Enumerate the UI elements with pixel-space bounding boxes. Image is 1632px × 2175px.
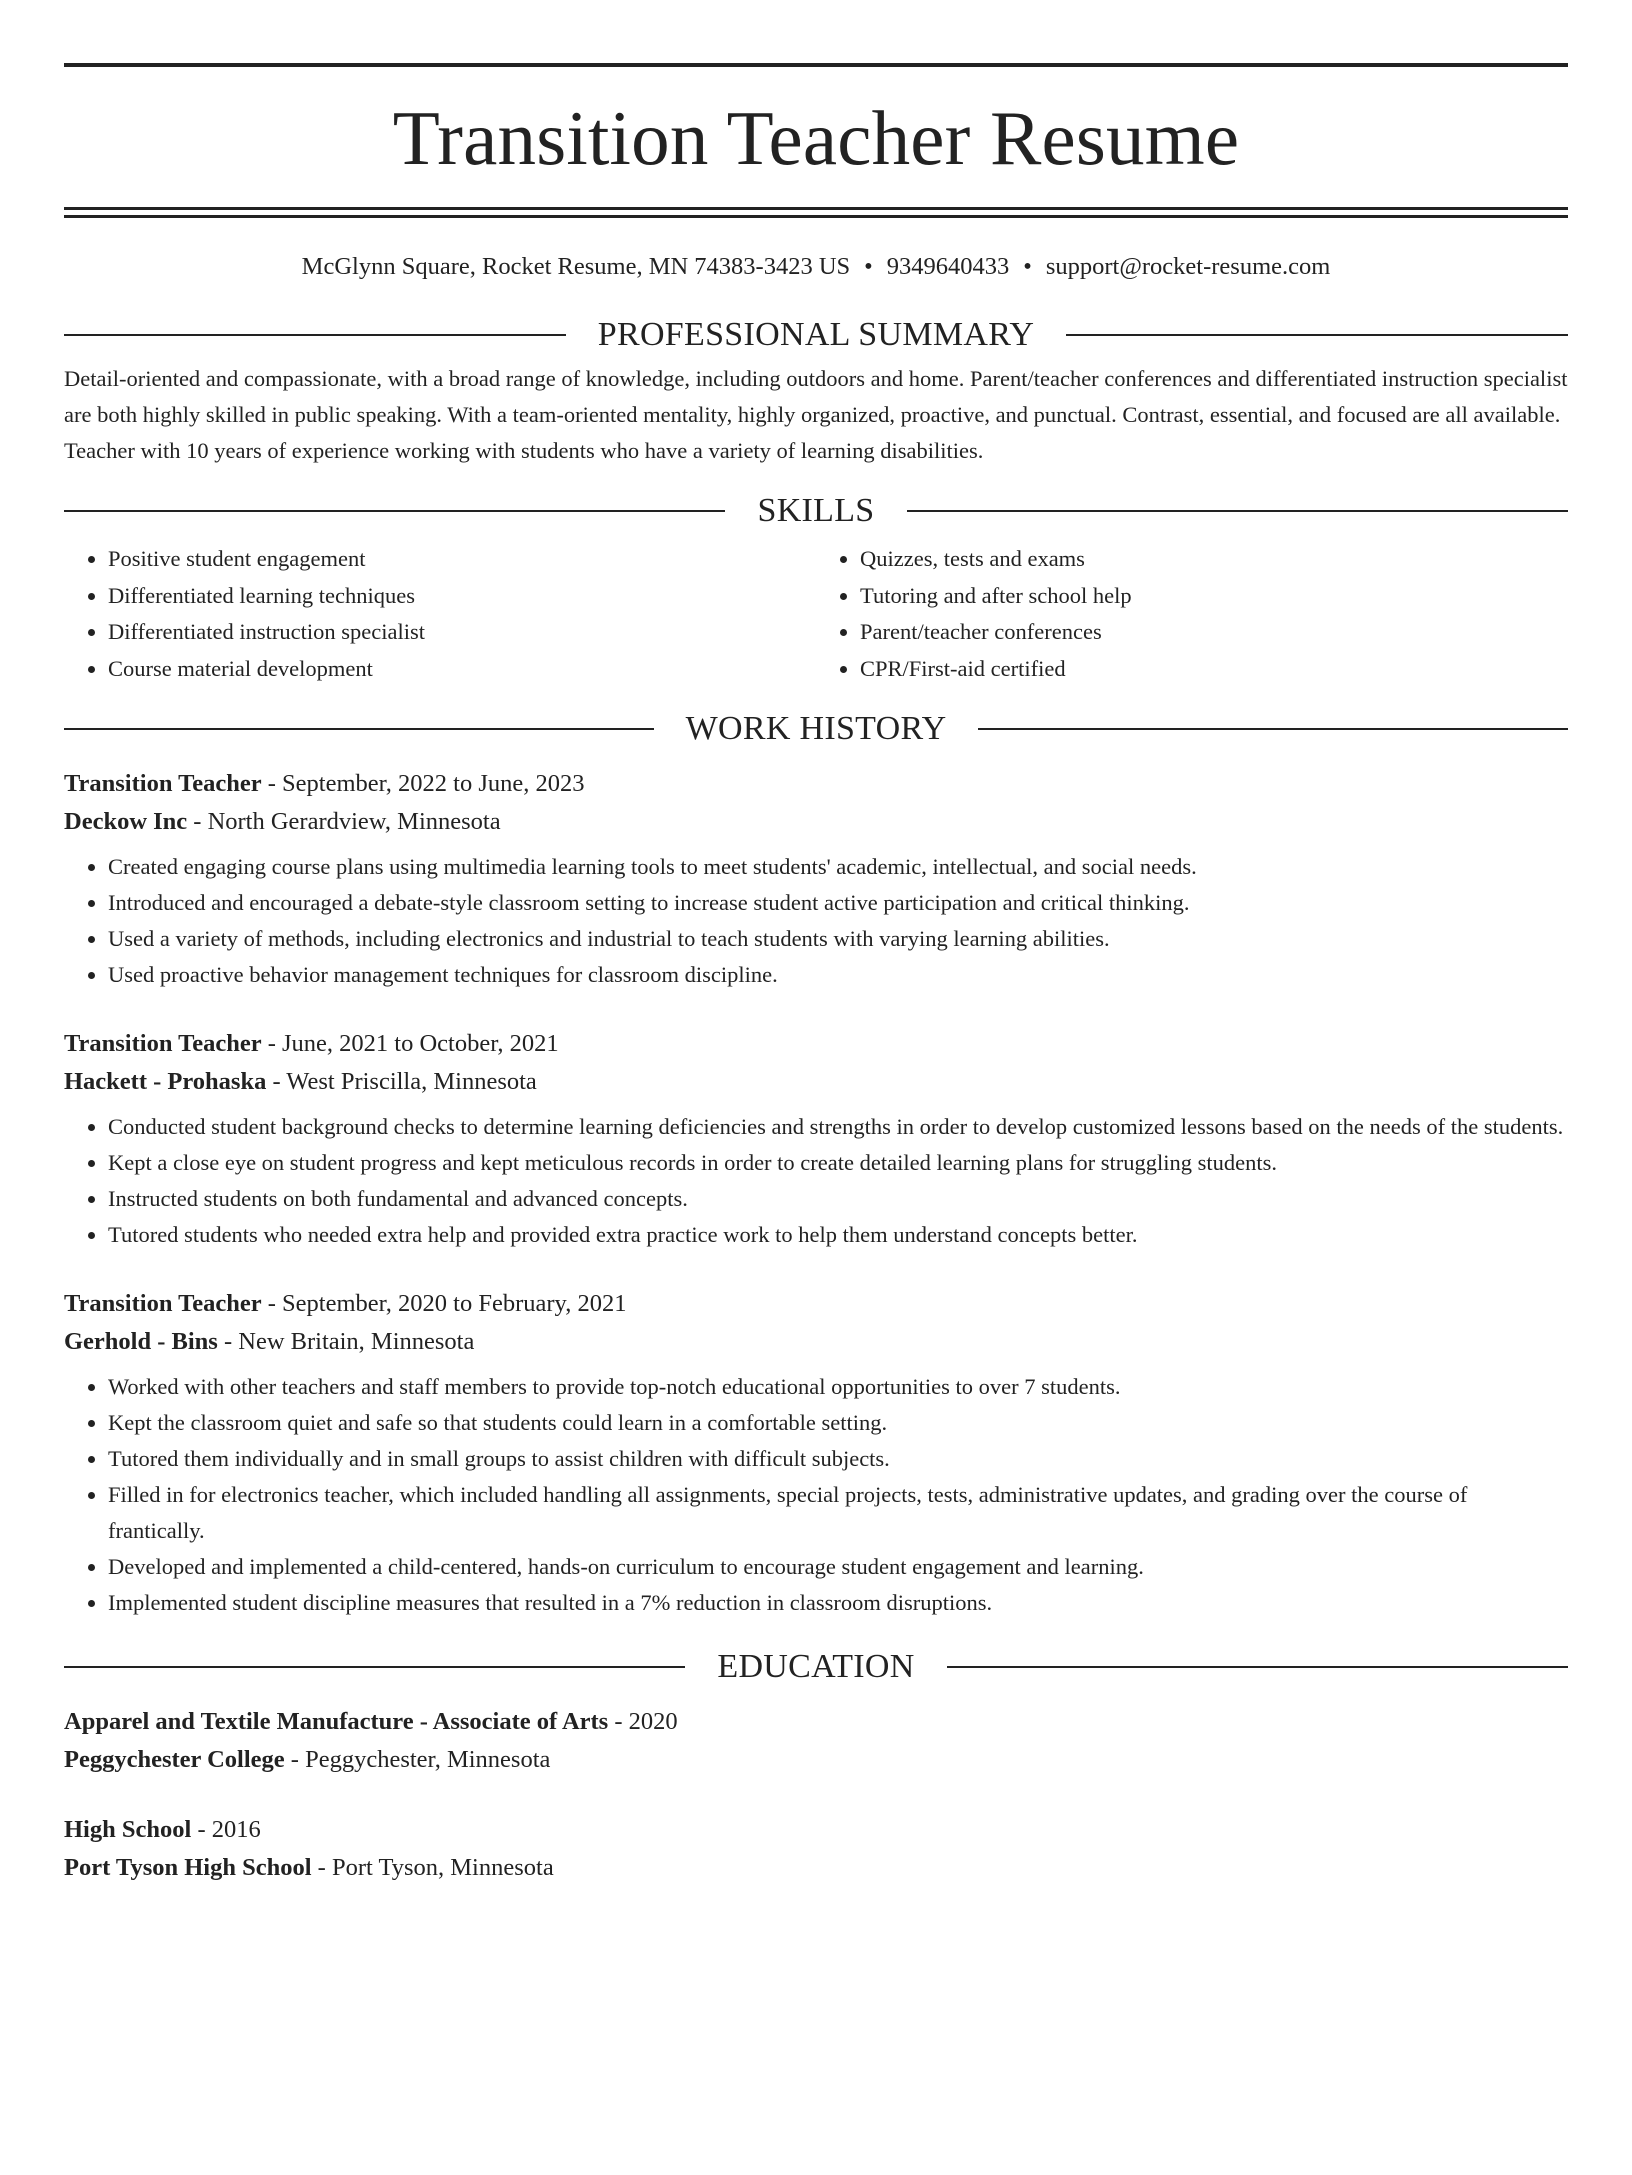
job-entry	[64, 1285, 1568, 1621]
job-title-line	[64, 1025, 1568, 1063]
heading-rule-left	[64, 1666, 685, 1668]
job-entry	[64, 1025, 1568, 1253]
contact-line	[64, 252, 1568, 282]
job-bullet: • Kept the classroom quiet and safe so that students could learn in a comfortable setting.	[108, 1405, 1568, 1441]
contact-separator: •	[864, 253, 873, 280]
contact-phone: 9349640433	[886, 253, 1010, 280]
job-entry	[64, 765, 1568, 993]
job-title: Transition Teacher	[64, 1290, 262, 1317]
education-school-line	[64, 1849, 1568, 1887]
job-bullet: • Tutored students who needed extra help and provided extra practice work to help them understand concepts better.	[108, 1217, 1568, 1253]
job-company-line	[64, 803, 1568, 841]
skill-item: • Course material development	[108, 651, 816, 688]
title-double-rule	[64, 207, 1568, 218]
job-title-line	[64, 765, 1568, 803]
heading-rule-left	[64, 334, 566, 336]
skills-column-right	[816, 541, 1568, 687]
job-bullets	[64, 849, 1568, 993]
job-bullet: • Kept a close eye on student progress and kept meticulous records in order to create detailed learning plans for struggling students.	[108, 1145, 1568, 1181]
job-dates: - September, 2022 to June, 2023	[261, 770, 585, 797]
education-section-heading	[64, 1645, 1568, 1689]
job-location: - North Gerardview, Minnesota	[187, 808, 501, 835]
resume-page	[0, 63, 1632, 2175]
heading-rule-right	[978, 728, 1568, 730]
heading-rule-right	[947, 1666, 1568, 1668]
skill-item: • Differentiated instruction specialist	[108, 614, 816, 651]
job-bullet: • Introduced and encouraged a debate-style classroom setting to increase student active participation and critical thinking.	[108, 885, 1568, 921]
job-bullet: • Filled in for electronics teacher, which included handling all assignments, special projects, tests, administrative updates, and grading over the course of frantically.	[108, 1477, 1568, 1549]
heading-rule-right	[1066, 334, 1568, 336]
skill-item: • Parent/teacher conferences	[860, 614, 1568, 651]
summary-text: Detail-oriented and compassionate, with a broad range of knowledge, including outdoors and home. Parent/teacher conferences and differentiated instruction specialist are both highly skilled in public speaking. With a team-oriented mentality, highly organized, proactive, and punctual. Contrast, essential, and focused are all available. Teacher with 10 years of experience working with students who have a variety of learning disabilities.	[64, 366, 1568, 463]
heading-rule-left	[64, 510, 725, 512]
job-company-line	[64, 1323, 1568, 1361]
work-heading: WORK HISTORY	[685, 710, 947, 747]
job-bullet: • Created engaging course plans using multimedia learning tools to meet students' academic, intellectual, and social needs.	[108, 849, 1568, 885]
education-entry	[64, 1703, 1568, 1779]
job-company-line	[64, 1063, 1568, 1101]
education-location: - Peggychester, Minnesota	[284, 1746, 551, 1773]
job-bullet: • Developed and implemented a child-centered, hands-on curriculum to encourage student engagement and learning.	[108, 1549, 1568, 1585]
contact-email: support@rocket-resume.com	[1045, 253, 1331, 280]
education-degree-line	[64, 1703, 1568, 1741]
heading-rule-left	[64, 728, 654, 730]
education-year: - 2020	[608, 1708, 678, 1735]
job-bullet: • Implemented student discipline measures that resulted in a 7% reduction in classroom disruptions.	[108, 1585, 1568, 1621]
job-dates: - September, 2020 to February, 2021	[261, 1290, 627, 1317]
job-company: Hackett - Prohaska	[64, 1068, 267, 1095]
skills-list	[64, 541, 1568, 687]
job-dates: - June, 2021 to October, 2021	[261, 1030, 559, 1057]
job-title: Transition Teacher	[64, 770, 262, 797]
summary-heading: PROFESSIONAL SUMMARY	[597, 316, 1035, 353]
education-school: Port Tyson High School	[64, 1854, 312, 1881]
skill-item: • CPR/First-aid certified	[860, 651, 1568, 688]
job-bullet: • Worked with other teachers and staff members to provide top-notch educational opportunities to over 7 students.	[108, 1369, 1568, 1405]
education-location: - Port Tyson, Minnesota	[311, 1854, 554, 1881]
skills-heading: SKILLS	[757, 492, 875, 529]
skill-item: • Tutoring and after school help	[860, 578, 1568, 615]
job-bullet: • Used proactive behavior management techniques for classroom discipline.	[108, 957, 1568, 993]
skill-item: • Positive student engagement	[108, 541, 816, 578]
job-company: Gerhold - Bins	[64, 1328, 218, 1355]
job-title: Transition Teacher	[64, 1030, 262, 1057]
job-title-line	[64, 1285, 1568, 1323]
page-title: Transition Teacher Resume	[392, 95, 1240, 181]
job-bullets	[64, 1369, 1568, 1621]
education-school-line	[64, 1741, 1568, 1779]
summary-section-heading	[64, 313, 1568, 357]
education-entry	[64, 1811, 1568, 1887]
job-location: - New Britain, Minnesota	[217, 1328, 475, 1355]
contact-separator: •	[1023, 253, 1032, 280]
education-school: Peggychester College	[64, 1746, 285, 1773]
job-location: - West Priscilla, Minnesota	[266, 1068, 537, 1095]
skills-column-left	[64, 541, 816, 687]
contact-address: McGlynn Square, Rocket Resume, MN 74383-3423 US	[301, 253, 851, 280]
job-bullet: • Used a variety of methods, including electronics and industrial to teach students with varying learning abilities.	[108, 921, 1568, 957]
education-heading: EDUCATION	[717, 1648, 915, 1685]
skill-item: • Differentiated learning techniques	[108, 578, 816, 615]
job-bullet: • Instructed students on both fundamental and advanced concepts.	[108, 1181, 1568, 1217]
education-degree: High School	[64, 1816, 192, 1843]
top-rule	[64, 63, 1568, 67]
skills-section-heading	[64, 489, 1568, 533]
job-bullets	[64, 1109, 1568, 1253]
education-degree: Apparel and Textile Manufacture - Associate of Arts	[64, 1708, 609, 1735]
work-section-heading	[64, 707, 1568, 751]
job-bullet: • Tutored them individually and in small groups to assist children with difficult subjects.	[108, 1441, 1568, 1477]
job-bullet: • Conducted student background checks to determine learning deficiencies and strengths in order to develop customized lessons based on the needs of the students.	[108, 1109, 1568, 1145]
job-company: Deckow Inc	[64, 808, 188, 835]
education-degree-line	[64, 1811, 1568, 1849]
heading-rule-right	[907, 510, 1568, 512]
skill-item: • Quizzes, tests and exams	[860, 541, 1568, 578]
education-year: - 2016	[191, 1816, 261, 1843]
